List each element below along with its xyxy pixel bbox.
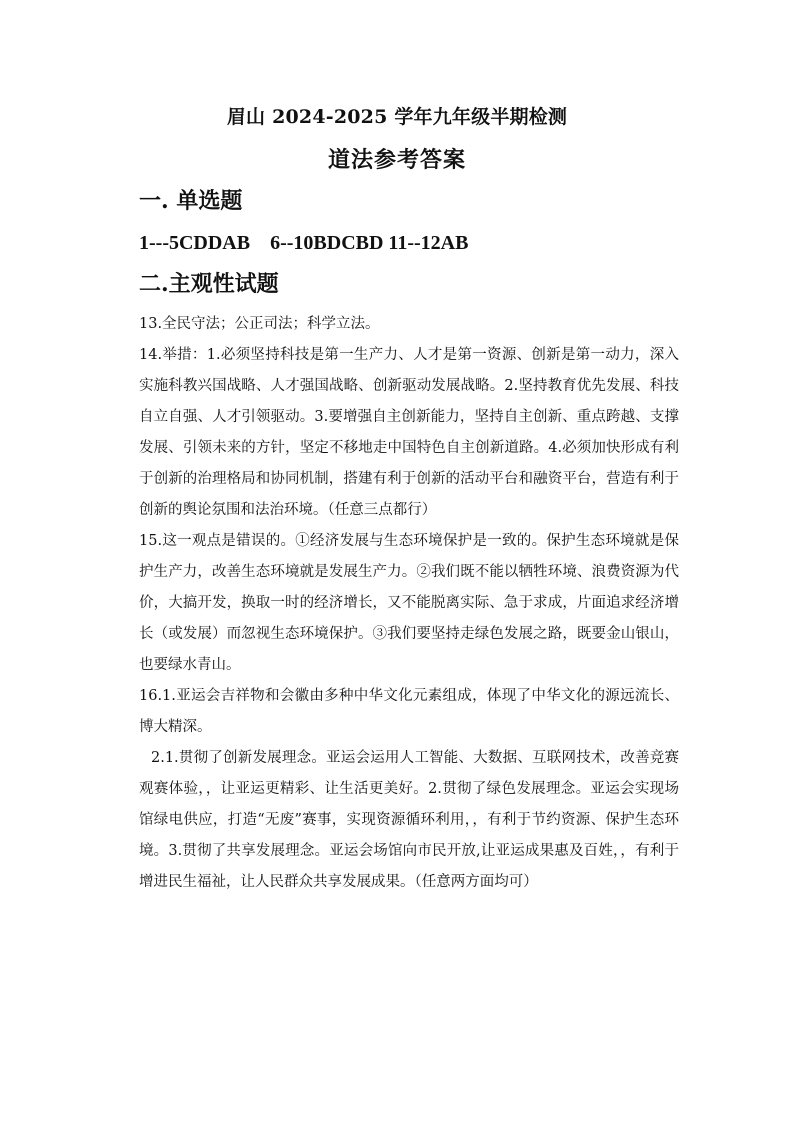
document-subtitle: 道法参考答案 — [327, 147, 466, 173]
answer-q13: 13.全民守法；公正司法；科学立法。 — [139, 316, 380, 332]
answer-q15: 15.这一观点是错误的。①经济发展与生态环境保护是一致的。保护生态环境就是保护生产力，改善生态环境就是发展生产力。②我们既不能以牺牲环境、浪费资源为代价，大搞开发，换取一时的经济增长，又不能脱离实际、急于求成，片面追求经济增长（或发展）而忽视生态环境保护。③我们要坚持走绿色发展之路，既要金山银山，也要绿水青山。 — [139, 533, 679, 673]
answer-q14: 14.举措：1.必须坚持科技是第一生产力、人才是第一资源、创新是第一动力，深入实施科教兴国战略、人才强国战略、创新驱动发展战略。2.坚持教育优先发展、科技自立自强、人才引领驱动。3.要增强自主创新能力，坚持自主创新、重点跨越、支撑发展、引领未来的方针，坚定不移地走中国特色自主创新道路。4.必须加快形成有利于创新的治理格局和协同机制，搭建有利于创新的活动平台和融资平台，营造有利于创新的舆论氛围和法治环境。（任意三点都行） — [139, 347, 679, 518]
document-title: 眉山 2024-2025 学年九年级半期检测 — [226, 106, 568, 128]
section1-heading: 一. 单选题 — [139, 188, 243, 214]
multiple-choice-answers: 1---5CDDAB 6--10BDCBD 11--12AB — [139, 232, 469, 254]
answer-body — [139, 309, 679, 898]
answer-q16-2: 2.1.贯彻了创新发展理念。亚运会运用人工智能、大数据、互联网技术，改善竞赛观赛体验，，让亚运更精彩、让生活更美好。2.贯彻了绿色发展理念。亚运会实现场馆绿电供应，打造“无废”赛事，实现资源循环利用，，有利于节约资源、保护生态环境。3.贯彻了共享发展理念。亚运会场馆向市民开放,让亚运成果惠及百姓，，有利于增进民生福祉，让人民群众共享发展成果。（任意两方面均可） — [139, 750, 679, 890]
section2-heading: 二.主观性试题 — [139, 271, 279, 297]
answer-q16-1: 16.1.亚运会吉祥物和会徽由多种中华文化元素组成，体现了中华文化的源远流长、博大精深。 — [139, 688, 679, 735]
